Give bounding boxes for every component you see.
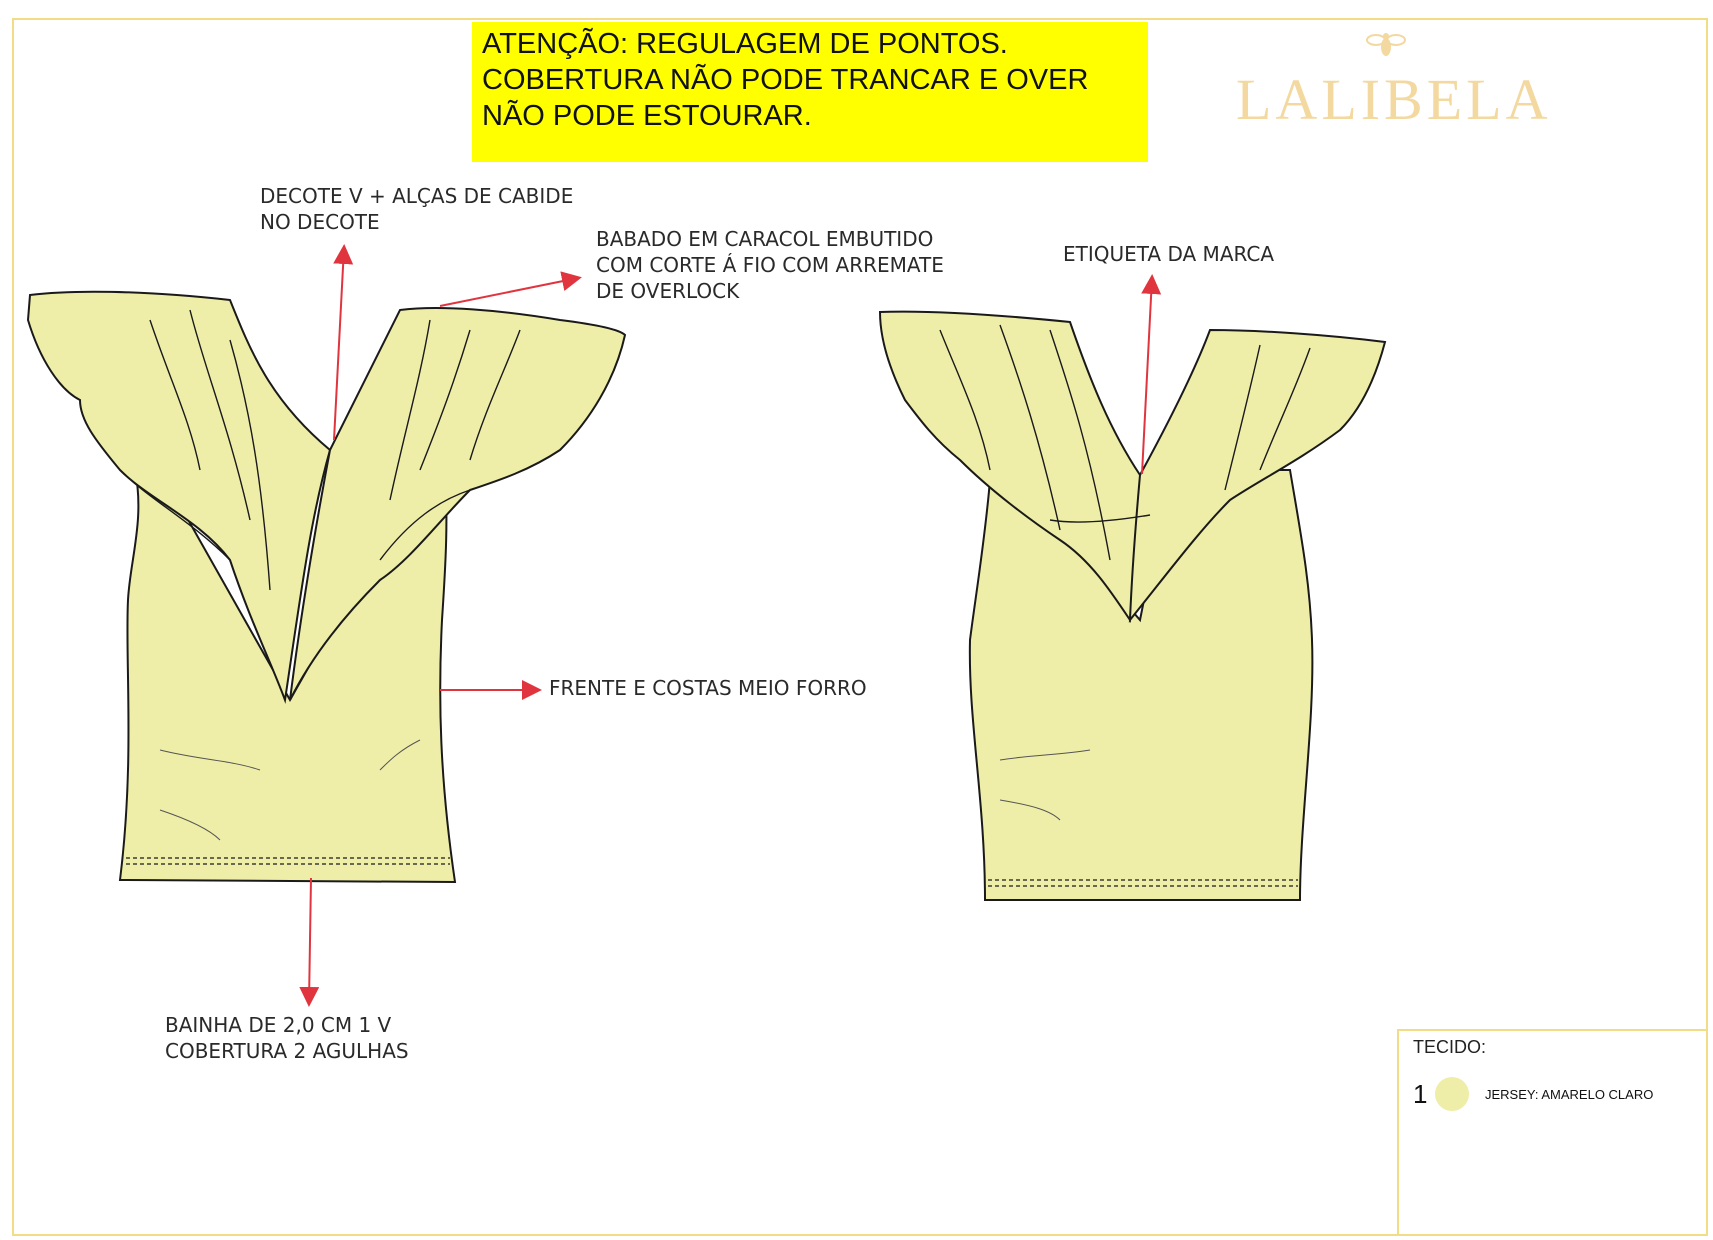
ruffle-callout bbox=[596, 226, 944, 304]
brand-name: LALIBELA bbox=[1236, 67, 1552, 132]
callout-line: COBERTURA 2 AGULHAS bbox=[165, 1039, 409, 1063]
callout-line: DE OVERLOCK bbox=[596, 279, 740, 303]
callout-line: ETIQUETA DA MARCA bbox=[1063, 242, 1275, 266]
label-callout bbox=[1063, 241, 1274, 267]
callout-line: BABADO EM CARACOL EMBUTIDO bbox=[596, 227, 934, 251]
ruffle-arrow bbox=[440, 278, 578, 306]
callout-line: FRENTE E COSTAS MEIO FORRO bbox=[549, 676, 867, 700]
back-view bbox=[880, 312, 1385, 900]
fabric-swatch bbox=[1435, 1077, 1469, 1111]
fabric-legend bbox=[1397, 1029, 1708, 1236]
neckline-arrow bbox=[334, 248, 344, 440]
fabric-name: JERSEY: AMARELO CLARO bbox=[1485, 1087, 1654, 1102]
warning-line: COBERTURA NÃO PODE TRANCAR E OVER bbox=[482, 64, 1089, 96]
label-arrow bbox=[1142, 278, 1152, 474]
warning-line: NÃO PODE ESTOURAR. bbox=[482, 100, 812, 132]
fabric-title: TECIDO: bbox=[1413, 1037, 1487, 1057]
callout-line: DECOTE V + ALÇAS DE CABIDE bbox=[260, 184, 574, 208]
warning-line: ATENÇÃO: REGULAGEM DE PONTOS. bbox=[482, 28, 1008, 60]
hem-callout bbox=[165, 1012, 409, 1064]
lining-callout bbox=[549, 675, 867, 701]
hem-arrow bbox=[309, 878, 311, 1003]
callout-line: BAINHA DE 2,0 CM 1 V bbox=[165, 1013, 392, 1037]
callout-line: COM CORTE Á FIO COM ARREMATE bbox=[596, 253, 944, 277]
front-view bbox=[28, 292, 625, 882]
neckline-callout bbox=[260, 183, 573, 235]
fabric-number: 1 bbox=[1413, 1079, 1428, 1109]
callout-line: NO DECOTE bbox=[260, 210, 380, 234]
